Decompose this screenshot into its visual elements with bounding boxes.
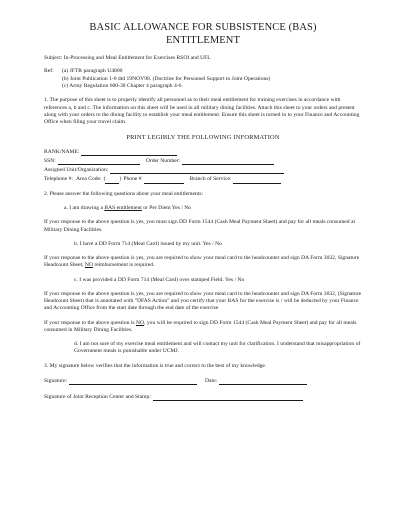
verification-paragraph: 3. My signature below verifies that the information is true and correct to the best of my knowledge. [44,362,267,369]
question-a-suffix: or Per Diem Yes / No [141,204,192,211]
telephone-row [44,176,362,183]
jrc-signature-field[interactable] [153,394,303,401]
reference-b: (b) Joint Publication 1-0 dtd 19NOV98. (Doctrine for Personnel Support to Joint Operations) [62,75,271,82]
jrc-signature-label: Signature of Joint Reception Center and Stamp: [44,394,151,401]
area-code-label: Area Code: [75,176,102,183]
references [44,68,362,90]
signature-label: Signature: [44,377,67,384]
branch-label: Branch of Service: [189,176,232,183]
area-open-paren: ( [103,176,106,183]
signature-field[interactable] [69,378,197,385]
area-code-group [104,176,122,183]
assigned-unit-field[interactable] [110,167,284,174]
signature-row [44,378,362,385]
reference-a-row [44,68,362,75]
reference-a: (a) JFTR paragraph U4800 [62,68,123,75]
title-line-2: ENTITLEMENT [166,34,240,46]
phone-number-field[interactable] [144,177,184,184]
response-b-suffix: reimbursement is required. [92,262,155,269]
jrc-signature-row [44,394,362,401]
bas-entitlement-underlined: BAS entitlement [104,204,142,211]
rank-name-label: RANK/NAME: [44,148,80,155]
question-a-prefix: a. I am drawing a [64,204,105,211]
response-no [44,320,362,335]
phone-number-label: Phone # [123,176,142,183]
rank-name-row [44,149,362,156]
branch-field[interactable] [233,177,281,184]
ssn-label: SSN: [44,157,56,164]
no-underlined-2: NO [135,319,145,326]
response-no-prefix: If your response to the above question is [44,319,136,326]
question-c: c. I was provided a DD Form 714 (Meal Card) over stamped Field. Yes / No [74,276,245,283]
rank-name-field[interactable] [81,149,177,156]
purpose-paragraph: 1. The purpose of this sheet is to properly identify all personnel as to their meal entitlement for training exercises in accordance with references a, b and c. The information on this sheet will be used in all military dining facilities. Attach this sheet to your orders and present along with your orders to the dining facility to establish your meal entitlement. Ensure this sheet is turned in to your Finance and Accounting Office when filing your travel claim. [44,97,360,126]
assigned-unit-row [44,167,362,174]
order-number-label: Order Number: [145,157,181,164]
order-number-field[interactable] [182,158,274,165]
response-b-prefix: If your response to the above question is yes, you are required to show your meal card to the headcounter and sign DA Form 3032, Signature Headcount Sheet, [44,255,360,269]
response-no-suffix: , you will be required to sign DD Form 1544 (Cash Meal Payment Sheet) and pay for all meals consumed in Military Dining Facilities. [44,319,357,333]
print-legibly-heading: PRINT LEGIBLY THE FOLLOWING INFORMATION [126,134,280,142]
ref-label: Ref: [44,68,54,75]
question-a [44,205,362,212]
date-field[interactable] [219,378,307,385]
ssn-order-row [44,158,362,165]
no-underlined: NO [84,262,93,269]
question-b: b. I have a DD Form 714 (Meal Card) issued by my unit. Yes / No [74,240,222,247]
response-b [44,255,362,270]
question-d: d. I am not sure of my exercise meal entitlement and will contact my unit for clarification. I understand that misappropriation of Government meals is punishable under UCMJ. [74,341,361,355]
area-code-field[interactable] [105,176,122,184]
title-line-1: BASIC ALLOWANCE FOR SUBSISTENCE (BAS) [89,22,317,33]
form-title [44,22,362,47]
meal-questions-intro: 2. Please answer the following questions about your meal entitlements: [44,190,204,197]
assigned-unit-label: Assigned Unit/Organization: [44,167,109,174]
reference-c: (c) Army Regulation 600-38 Chapter 4 paragraph 4-6. [62,82,183,89]
response-a: If your response to the above question is yes, you must sign DD Form 1544 (Cash Meal Payment Sheet) and pay for all meals consumed at Military Dining Facilities. [44,219,356,233]
subject-line: Subject: In-Processing and Meal Entitlement for Exercises RSOI and UFL [44,55,211,62]
date-label: Date: [205,377,218,384]
response-c: If your response to the above question is yes, you are required to show your meal card to the headcounter and sign DA Form 3032, (Signature Headcount Sheet) that is annotated with "DFAS Action" and you certify that your BAS for the exercise is / will be deducted by your Finance and Accounting Office from the start date through the end date of the exercise [44,290,362,312]
ssn-field[interactable] [58,158,140,165]
area-close-paren: ) [119,176,122,183]
telephone-label: Telephone #: [44,176,73,183]
